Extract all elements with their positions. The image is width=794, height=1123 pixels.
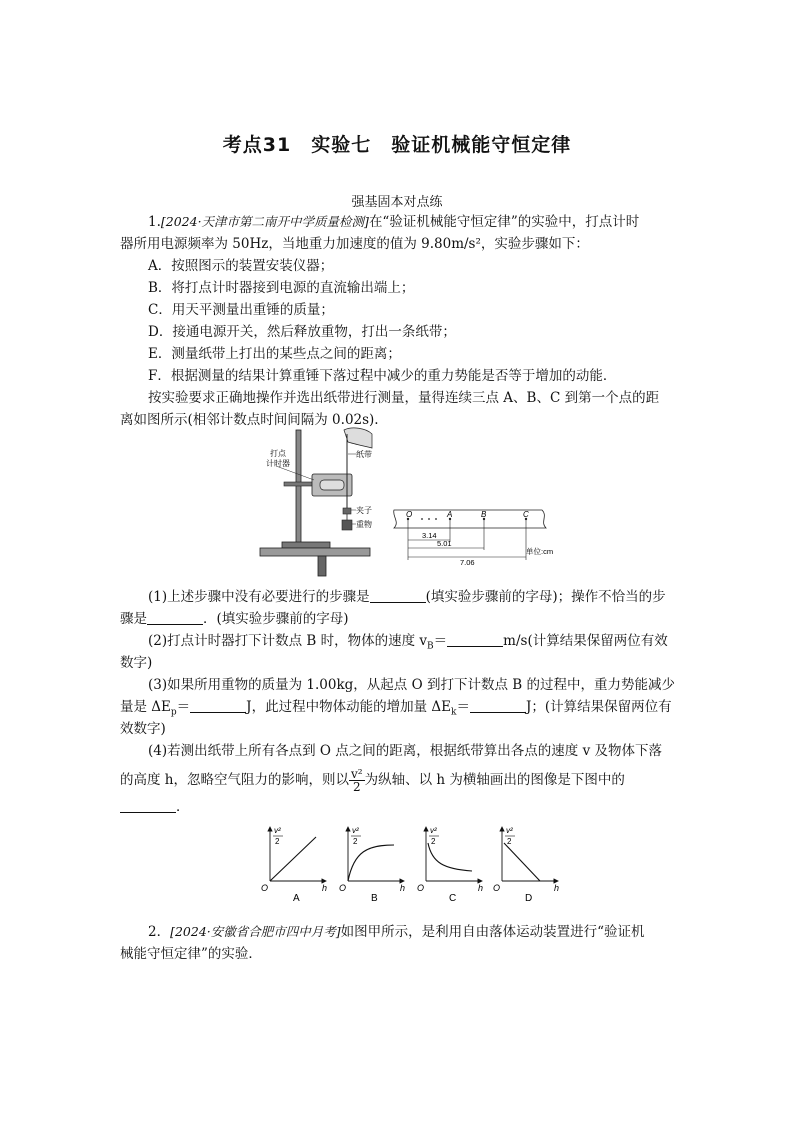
- q1-line1: [148, 212, 639, 232]
- tape-figure: [392, 504, 554, 566]
- graph-options: [258, 823, 564, 903]
- svg-text:h: h: [322, 883, 328, 893]
- q1-step-e: E．测量纸带上打出的某些点之间的距离；: [148, 346, 401, 362]
- label-B: B: [371, 893, 378, 903]
- weight: [342, 520, 352, 530]
- q2-line2: 械能守恒定律”的实验．: [120, 946, 262, 962]
- curve-B: [348, 845, 394, 881]
- svg-text:2: 2: [275, 837, 280, 846]
- q1-step-d: D．接通电源开关，然后释放重物，打出一条纸带；: [148, 324, 456, 340]
- sub2-line2: 数字): [120, 655, 153, 671]
- sub1-line2: 骤是 ．(填实验步骤前的字母): [120, 611, 349, 627]
- label-C: C: [523, 510, 529, 519]
- label-C: C: [449, 893, 457, 903]
- label-tape: 纸带: [356, 450, 372, 459]
- sub4-line2: 的高度 h，忽略空气阻力的影响，则以 $\frac{\text{v²}}{2}$ 为纵轴、以 h 为横轴画出的图像是下图中的: [120, 767, 625, 794]
- q1-step-c: C．用天平测量出重锤的质量；: [148, 302, 334, 318]
- section-subtitle: 强基固本对点练: [351, 195, 443, 210]
- dist-OC: 7.06: [460, 558, 475, 566]
- svg-text:v²: v²: [352, 826, 359, 835]
- q1-measure-line2: 离如图所示(相邻计数点时间间隔为 0.02s).: [120, 412, 379, 428]
- sub3-line1: (3)如果所用重物的质量为 1.00kg，从起点 O 到打下计数点 B 的过程中，重力势能减少: [148, 677, 675, 693]
- unit-label: 单位:cm: [526, 547, 554, 556]
- answer-blank-3[interactable]: [447, 632, 503, 647]
- q2-number: 2．: [148, 924, 171, 940]
- svg-text:2: 2: [431, 837, 436, 846]
- graph-C: [417, 826, 483, 903]
- q1-measure-line1: 按实验要求正确地操作并选出纸带进行测量，量得连续三点 A、B、C 到第一个点的距: [148, 390, 660, 406]
- clamp-arm: [284, 482, 316, 486]
- dist-OB: 5.01: [437, 539, 452, 548]
- label-B: B: [481, 510, 487, 519]
- label-timer-1: 打点: [270, 449, 286, 458]
- svg-text:O: O: [261, 883, 269, 893]
- table-leg: [318, 556, 326, 576]
- clip: [343, 508, 351, 514]
- sub2-line1: (2)打点计时器打下计数点 B 时，物体的速度 $v_B= m/s$(计算结果保留两位有效: [148, 633, 668, 652]
- svg-text:O: O: [417, 883, 425, 893]
- q1-step-f: F．根据测量的结果计算重锤下落过程中减少的重力势能是否等于增加的动能．: [148, 368, 617, 384]
- graph-A: [261, 826, 327, 903]
- q1-text: 在“验证机械能守恒定律”的实验中，打点计时: [368, 214, 640, 230]
- q1-source: [2024·天津市第二南开中学质量检测]: [160, 214, 369, 229]
- answer-blank-1[interactable]: [370, 588, 426, 603]
- q2-text: 如图甲所示，是利用自由落体运动装置进行“验证机: [340, 924, 645, 940]
- answer-blank-6[interactable]: [120, 798, 176, 813]
- label-O: O: [406, 510, 413, 519]
- label-timer-2: 计时器: [266, 459, 290, 468]
- q1-step-a: A．按照图示的装置安装仪器；: [148, 258, 334, 274]
- label-A: A: [293, 893, 300, 903]
- sub4-line3: ．: [120, 797, 190, 817]
- label-D: D: [525, 893, 533, 903]
- q1-step-b: B．将打点计时器接到电源的直流输出端上；: [148, 280, 415, 296]
- answer-blank-2[interactable]: [147, 610, 203, 625]
- q2-source: [2024·安徽省合肥市四中月考]: [170, 924, 341, 939]
- curve-C: [428, 843, 472, 871]
- timer-window: [320, 480, 344, 490]
- answer-blank-4[interactable]: [190, 698, 246, 713]
- sub1-line1: (1)上述步骤中没有必要进行的步骤是 (填实验步骤前的字母)；操作不恰当的步: [148, 589, 666, 605]
- stand-base: [282, 542, 330, 548]
- table-top: [260, 548, 370, 556]
- svg-text:v²: v²: [506, 826, 513, 835]
- svg-text:2: 2: [507, 837, 512, 846]
- page-title: 考点31 实验七 验证机械能守恒定律: [222, 134, 572, 156]
- sub3-line3: 效数字): [120, 721, 166, 737]
- curve-D: [504, 843, 540, 881]
- q1-number: 1.: [148, 214, 161, 230]
- svg-text:O: O: [339, 883, 347, 893]
- q1-line2: 器所用电源频率为 50Hz，当地重力加速度的值为 9.80m/s²，实验步骤如下：: [120, 236, 589, 252]
- label-clip: 夹子: [356, 506, 372, 515]
- q2-line1: [148, 922, 645, 942]
- graph-B: [339, 826, 405, 903]
- label-A: A: [447, 510, 453, 519]
- svg-text:v²: v²: [274, 826, 281, 835]
- hand-icon: [344, 428, 372, 448]
- sub4-line1: (4)若测出纸带上所有各点到 O 点之间的距离，根据纸带算出各点的速度 v 及物体下落: [148, 743, 662, 759]
- svg-text:O: O: [493, 883, 501, 893]
- svg-text:h: h: [554, 883, 560, 893]
- dist-OA: 3.14: [422, 531, 437, 540]
- svg-text:2: 2: [353, 837, 358, 846]
- answer-blank-5[interactable]: [470, 698, 526, 713]
- label-weight: 重物: [356, 520, 372, 529]
- v2-over-2-fraction: $\frac{\text{v²}}{2}$: [351, 767, 363, 794]
- svg-text:h: h: [478, 883, 484, 893]
- svg-text:h: h: [400, 883, 406, 893]
- sub3-line2: 量是 $\Delta E_p= J$，此过程中物体动能的增加量 $\Delta E_k= J$；(计算结果保留两位有: [120, 699, 672, 718]
- apparatus-figure: [256, 424, 376, 580]
- graph-D: [493, 826, 559, 903]
- stand-rod: [296, 430, 301, 548]
- svg-text:v²: v²: [430, 826, 437, 835]
